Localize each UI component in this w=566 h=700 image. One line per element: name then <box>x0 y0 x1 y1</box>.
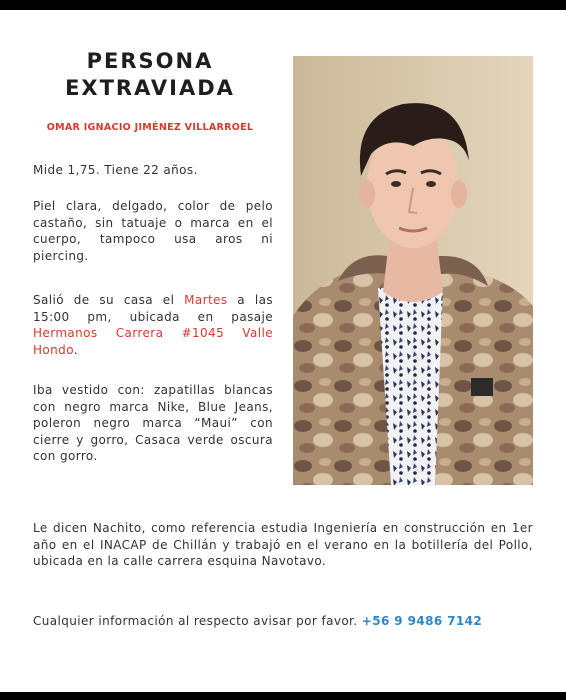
clothing-description: Iba vestido con: zapatillas blancas con negro marca Nike, Blue Jeans, poleron negro marca “Maui” con cierre y gorro, Casaca verde oscura con gorro. <box>33 383 273 464</box>
last-seen-intro: Salió de su casa el <box>33 293 185 307</box>
last-seen-day: Martes <box>184 293 228 307</box>
person-photo-illustration <box>293 56 533 485</box>
reference-text: Le dicen Nachito, como referencia estudia Ingeniería en construcción en 1er año en el INACAP de Chillán y trabajó en el verano en la botillería del Pollo, ubicada en la calle carrera esquina Navotavo. <box>33 521 533 569</box>
last-seen-time: a las 15:00 pm, ubicada en pasaje <box>33 293 273 324</box>
height-age-text: Mide 1,75. Tiene 22 años. <box>33 163 198 177</box>
title-line-2: EXTRAVIADA <box>65 76 235 100</box>
person-photo <box>293 56 533 485</box>
contact-phone: +56 9 9486 7142 <box>361 614 483 628</box>
last-seen-end: . <box>73 342 78 357</box>
person-name: OMAR IGNACIO JIMÉNEZ VILLARROEL <box>46 122 254 133</box>
missing-person-poster <box>0 10 566 692</box>
physical-description: Piel clara, delgado, color de pelo castaño, sin tatuaje o marca en el cuerpo, tampoco usa aros ni piercing. <box>33 199 273 263</box>
contact-text <box>33 613 533 630</box>
last-seen-text <box>33 292 273 358</box>
last-seen-address: Hermanos Carrera #1045 Valle Hondo <box>33 326 273 357</box>
poster-title <box>30 48 270 102</box>
title-line-1: PERSONA <box>86 49 214 73</box>
contact-request: Cualquier información al respecto avisar por favor. <box>33 614 362 628</box>
